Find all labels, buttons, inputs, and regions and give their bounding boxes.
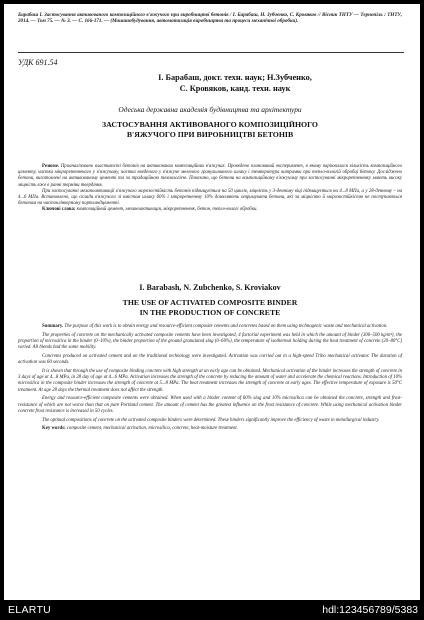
abstract-en-p1-text: The purpose of this work is to obtain energy and resource-efficient composite cements and concretes based on them using technogenic waste and mechanical activation. [64,324,388,329]
title-en-line2: IN THE PRODUCTION OF CONCRETE [139,308,281,317]
abstract-ua [18,164,402,214]
keywords-ua [18,207,402,213]
keywords-en-label: Key words: [42,426,66,432]
title-en [60,298,360,318]
keywords-en [18,426,402,432]
authors-ua [120,72,350,94]
title-ua-line1: ЗАСТОСУВАННЯ АКТИВОВАНОГО КОМПОЗИЦІЙНОГО [102,120,318,129]
citation-header: Барабаш І. Застосування активованого композиційного в'яжучого при виробництві бетонів / І. Барабаш, Н. Зубченко, С. Кровяков // Вісник ТНТУ — Тернопіль : ТНТУ, 2014. — Том 75. — № 3. — С. 166-171. — (Машинобудування, автоматизація виробництва та процеси механічної обробки). [18,12,402,25]
keywords-ua-text: композиційний цемент, механоактивація, мікрорепненевк, бетон, тепло-вологі обробки. [76,207,258,213]
abstract-en [18,324,402,435]
title-en-line1: THE USE OF ACTIVATED COMPOSITE BINDER [122,298,298,307]
authors-en: I. Barabash, N. Zubchenko, S. Kroviakov [139,283,281,292]
abstract-ua-p1 [18,164,402,189]
abstract-ua-p1-text: Проаналізовано властивості бетонів на активованих композиційних в'яжучих. Проведено планований експеримент, в якому варіювалася кількість композиційного цементу, частка мікрорепенненого у в'яжучому, частка введеного у в'яжуче меленого гранульованого шлаку і температура витримки при тепло-вологій обробці бетону. Досліджено бетони, виготовлені на активованому цементі та за традиційною технологією. Показано, що бетони на композиційному в'яжучому при застосуванні мікрорепненевку мають високу міцність вже в ранні терміни твердіння. [18,164,402,188]
abstract-en-p6: The optimal compositions of concrete on the activated composite binders were determined. These binders significantly improve the efficiency of waste in metallurgical industry. [42,417,380,423]
affiliation: Одеська державна академія будівництва та архітектури [118,105,302,114]
abstract-en-p2: The properties of concrete on the mechanically activated composite cements have been investigated, 4 factorial experiment was held in which the amount of binder (300–500 kg/m³), the proportion of microsilica in the binder (0–10%), the binder proportion of the ground granulated slag (0–60%), the temperature of isothermal holding during the heat treatment of concrete (20–80°C) varied. All blends had the same mobility. [18,332,402,351]
abstract-en-p1 [18,324,402,330]
abstract-en-p3: Concretes produced on activated cement and on the traditional technology were investigated. Activation was carried out in a high-speed Tribo mechanical activator. The duration of activation was 60 seconds. [18,354,402,366]
abstract-en-p5: Energy and resource-efficient composite cements were obtained. When used with a binder content of 60% slag and 10% microsilica can be obtained the concrete, strength and frost-resistance of which are not worse than that on pure Portland cement. The amount of cement has the greatest influence on the frost resistance of concrete. While using mechanical activation binder concrete frost resistance is increased in 50 cycles. [18,396,402,414]
abstract-ua-label: Резюме. [42,164,60,169]
authors-ua-line1: І. Барабаш, докт. техн. наук; Н.Зубченко, [158,73,312,82]
keywords-en-text: composite cement, mechanical activation, microsilica, concrete, heat-moisture treatment. [66,426,238,432]
handle-identifier: hdl:123456789/5383 [322,604,418,616]
keywords-ua-label: Ключові слова: [42,207,76,213]
authors-ua-line2: С. Кровяков, канд. техн. наук [179,84,291,93]
repository-name: ELARTU [8,604,52,616]
udk-code: УДК 691.54 [18,58,58,67]
abstract-ua-p2: При застосуванні механоактивації в'яжучого морозостійкість бетонів підвищується на 50 циклів, міцність у 3-денному віці підвищується на 4...8 МПа, а у 28-денному – на 4...6 МПа. Встановлено, що склади в'яжучого зі вмістом шлаку 60% і мікрорепненеву 10% дозволяють отримувати бетони, які за міцністю й морозостійкістю не поступаються бетонам на чистоклінкерному портландцементі. [18,188,402,207]
abstract-en-label: Summary. [42,324,64,329]
title-ua-line2: В'ЯЖУЧОГО ПРИ ВИРОБНИЦТВІ БЕТОНІВ [126,130,294,139]
abstract-en-p4: It is shown that through the use of composite binding concrete with high strength at an early age can be obtained. Mechanical activation of the binder increases the strength of concrete in 3 days of age at 4...8 MPa, in 28 day of age at 4...6 MPa. Activation increases the strength of the concrete by reducing the amount of water and accelerate the chemical reactions. Introduction of 10% microsilica in the composite binder increases the strength of concrete at 5...8 MPa. The heat treatment increases the strength of concrete at early ages. The effective temperature of exposure is 50°C treatment. At age 28 days the thermal treatment does not affect the strength. [18,369,402,393]
header-divider [18,52,404,53]
title-ua [60,120,360,140]
